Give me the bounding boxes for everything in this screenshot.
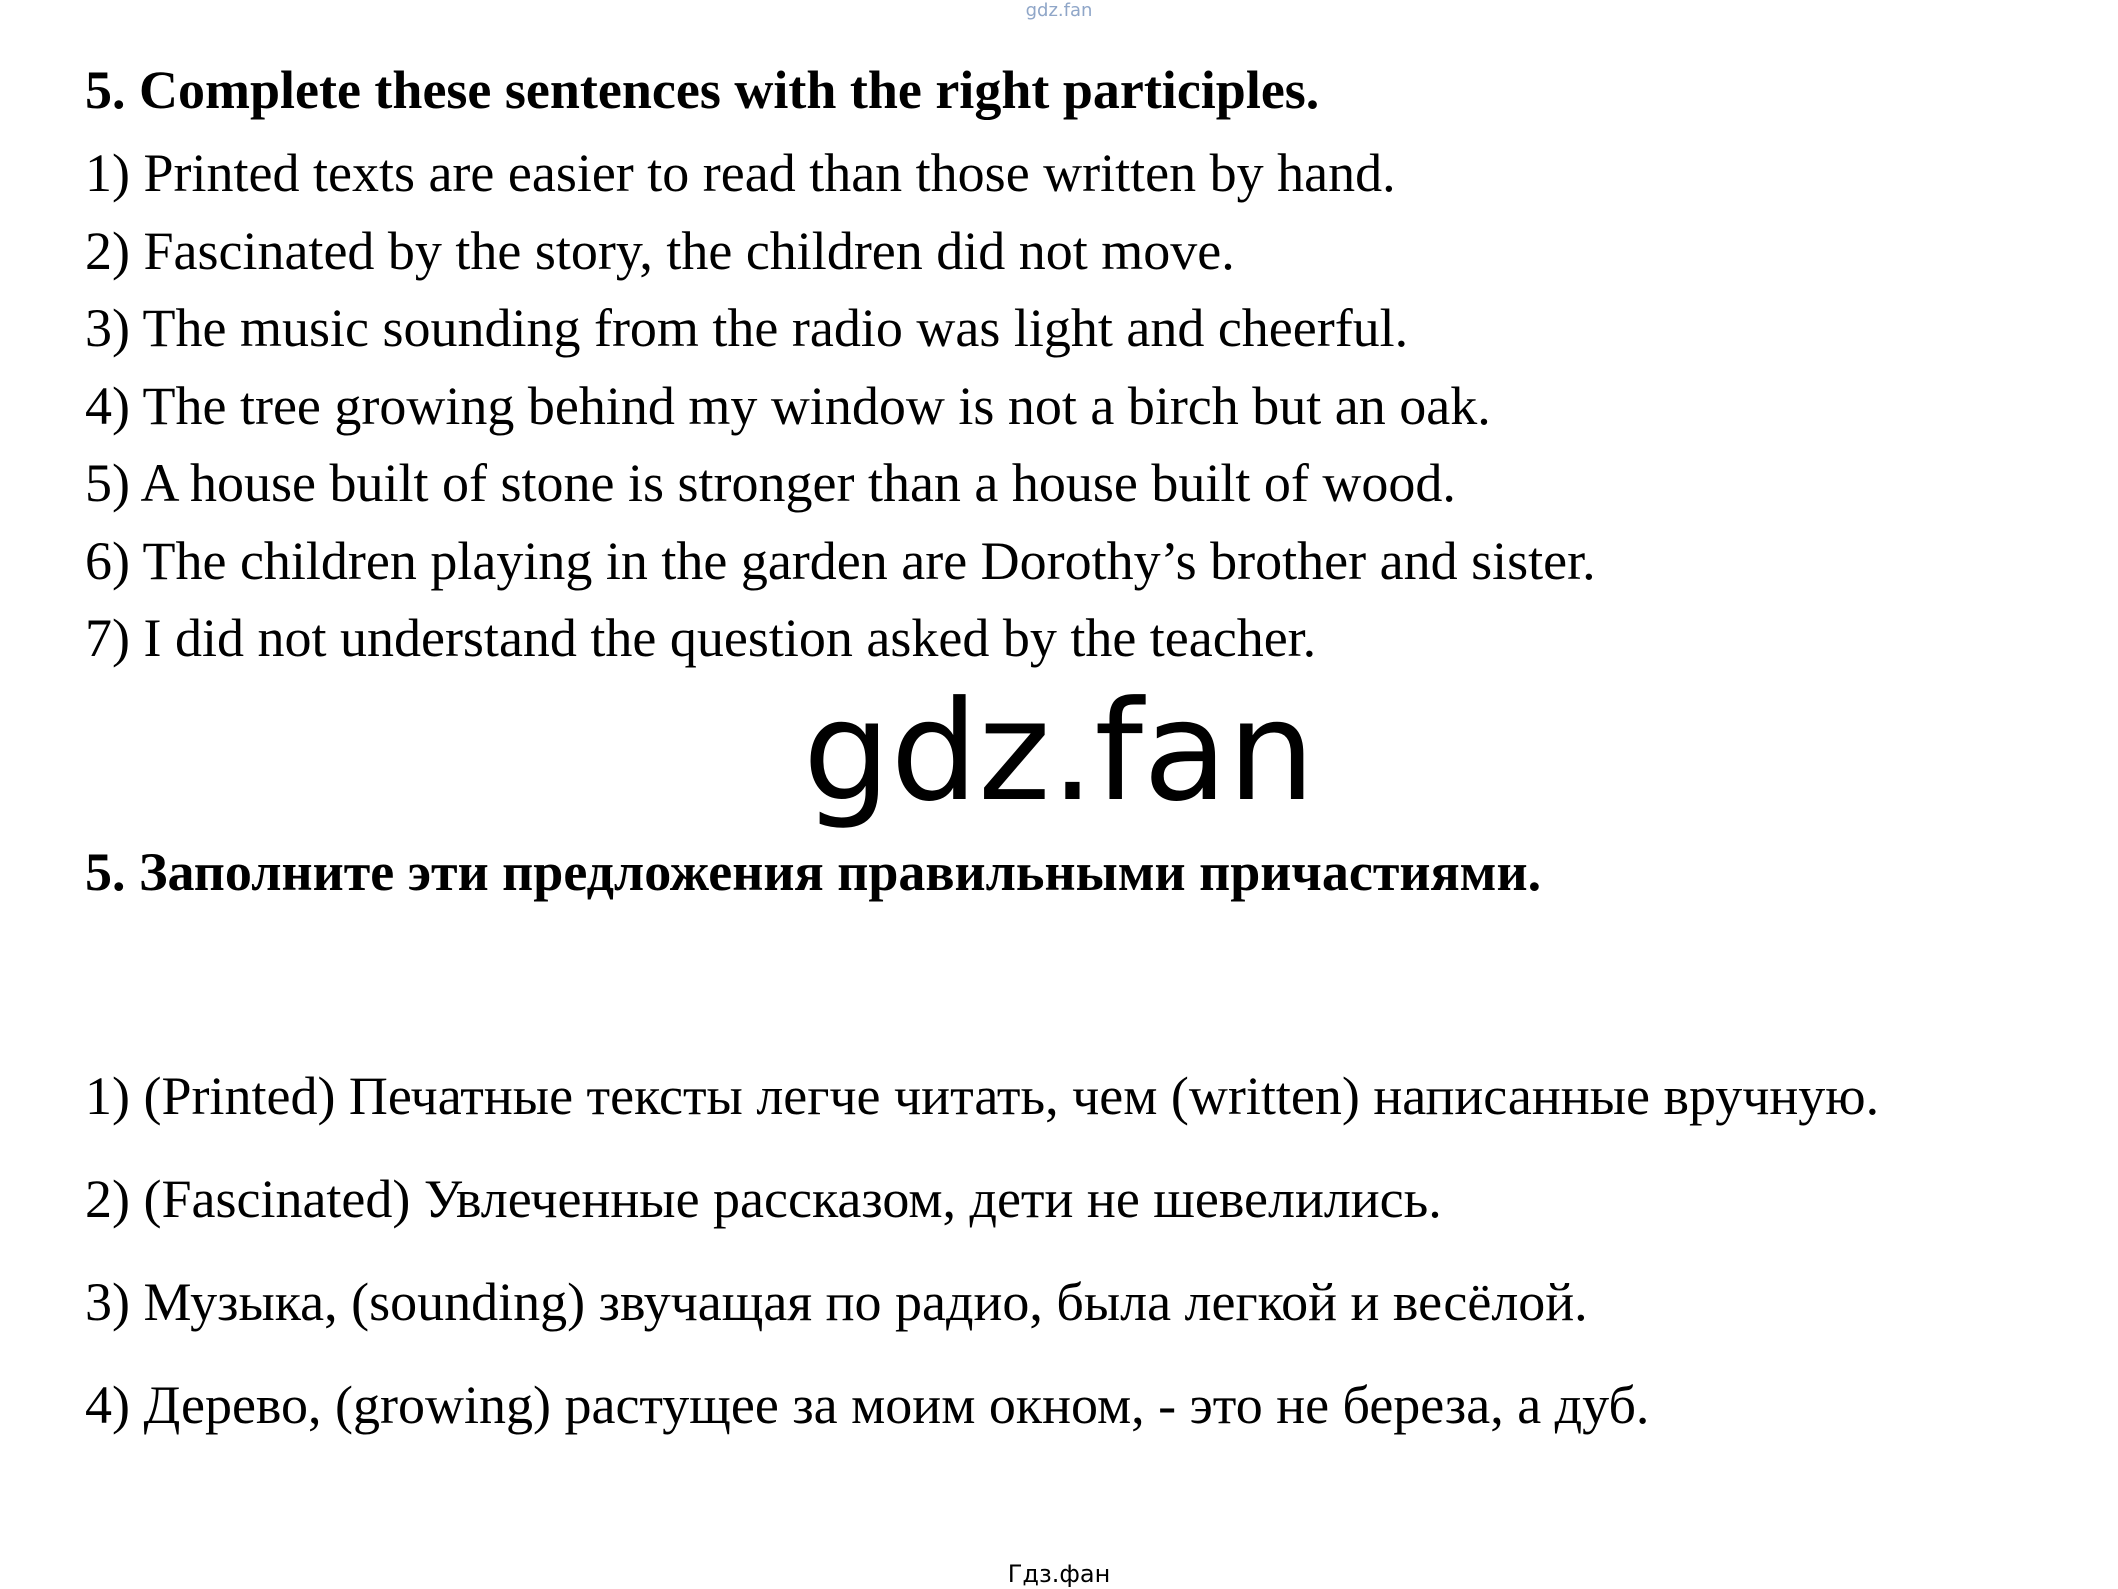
english-sentence-3: 3) The music sounding from the radio was light and cheerful. [85, 298, 1409, 358]
russian-sentence-1: 1) (Printed) Печатные тексты легче читать, чем (written) написанные вручную. [85, 1066, 1880, 1126]
russian-sentence-4: 4) Дерево, (growing) растущее за моим окном, - это не береза, а дуб. [85, 1375, 1650, 1435]
russian-task-heading: 5. Заполните эти предложения правильными причастиями. [85, 842, 1542, 902]
english-sentence-5: 5) A house built of stone is stronger than a house built of wood. [85, 453, 1456, 513]
bottom-watermark: Гдз.фан [1007, 1560, 1111, 1588]
russian-sentence-list [85, 1045, 1879, 1457]
english-sentence-2: 2) Fascinated by the story, the children did not move. [85, 220, 1235, 281]
center-watermark: gdz.fan [802, 671, 1316, 832]
english-sentence-list [85, 135, 1596, 678]
russian-sentence-2: 2) (Fascinated) Увлеченные рассказом, дети не шевелились. [85, 1169, 1442, 1229]
english-sentence-6: 6) The children playing in the garden are Dorothy’s brother and sister. [85, 530, 1596, 591]
english-sentence-4: 4) The tree growing behind my window is not a birch but an oak. [85, 375, 1491, 436]
top-watermark: gdz.fan [1025, 0, 1093, 21]
english-task-heading: 5. Complete these sentences with the right participles. [85, 60, 1320, 120]
english-sentence-1: 1) Printed texts are easier to read than those written by hand. [85, 143, 1396, 203]
english-sentence-7: 7) I did not understand the question asked by the teacher. [85, 608, 1317, 668]
russian-sentence-3: 3) Музыка, (sounding) звучащая по радио, была легкой и весёлой. [85, 1272, 1588, 1332]
